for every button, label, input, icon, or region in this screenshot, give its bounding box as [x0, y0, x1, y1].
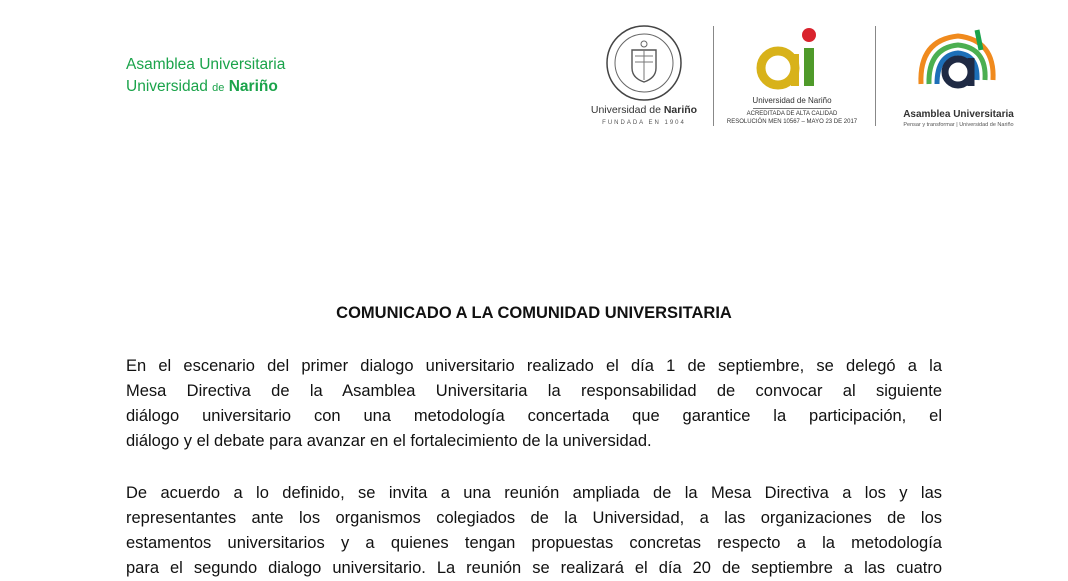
- org-line-2-name: Nariño: [228, 78, 278, 95]
- asamblea-name: Asamblea Universitaria: [903, 109, 1014, 120]
- logo-divider: [713, 26, 714, 126]
- logo-strip: [585, 22, 1030, 132]
- org-line-2-prefix: Universidad: [126, 78, 213, 95]
- udenar-name-prefix: Universidad de: [590, 104, 664, 116]
- paragraph-line: Mesa Directiva de la Asamblea Universitaria la responsabilidad de convocar al siguiente: [126, 382, 942, 400]
- ai-resolution: RESOLUCIÓN MEN 10567 – MAYO 23 DE 2017: [726, 119, 858, 125]
- accreditation-logo: [723, 22, 861, 132]
- asamblea-logo: [887, 22, 1030, 132]
- udenar-logo: [585, 22, 703, 132]
- ai-university: Universidad de Nariño: [752, 96, 832, 105]
- asamblea-emblem-icon: [911, 24, 1005, 104]
- body-paragraph-1: [126, 354, 942, 454]
- ai-divider: [753, 108, 831, 109]
- paragraph-line: representantes ante los organismos colegiados de la Universidad, a las organizaciones de los: [126, 509, 942, 527]
- udenar-founded: FUNDADA EN 1904: [602, 120, 686, 126]
- org-line-2: [126, 76, 285, 99]
- paragraph-line: para el segundo dialogo universitario. La reunión se realizará el día 20 de septiembre a las cuatro: [126, 559, 942, 577]
- ai-accreditation-icon: [756, 26, 828, 92]
- asamblea-tagline: Pensar y transformar | Universidad de Nariño: [903, 122, 1014, 128]
- body-paragraph-2: [126, 481, 942, 581]
- org-line-1: Asamblea Universitaria: [126, 56, 286, 73]
- paragraph-line: diálogo universitario con una metodología concertada que garantice la participación, el: [126, 407, 942, 425]
- org-line-2-de: de: [212, 82, 225, 94]
- logo-divider: [875, 26, 876, 126]
- paragraph-line: diálogo y el debate para avanzar en el fortalecimiento de la universidad.: [126, 432, 652, 450]
- ai-accreditation: ACREDITADA DE ALTA CALIDAD: [746, 111, 838, 117]
- org-header: [126, 54, 285, 99]
- udenar-name: [585, 104, 703, 116]
- udenar-name-bold: Nariño: [663, 104, 698, 116]
- document-title: COMUNICADO A LA COMUNIDAD UNIVERSITARIA: [336, 304, 732, 322]
- university-seal-icon: [605, 24, 683, 102]
- paragraph-line: estamentos universitarios y a quienes tengan propuestas concretas respecto a la metodología: [126, 534, 942, 552]
- paragraph-line: De acuerdo a lo definido, se invita a una reunión ampliada de la Mesa Directiva a los y las: [126, 484, 942, 502]
- paragraph-line: En el escenario del primer dialogo universitario realizado el día 1 de septiembre, se delegó a la: [126, 357, 942, 375]
